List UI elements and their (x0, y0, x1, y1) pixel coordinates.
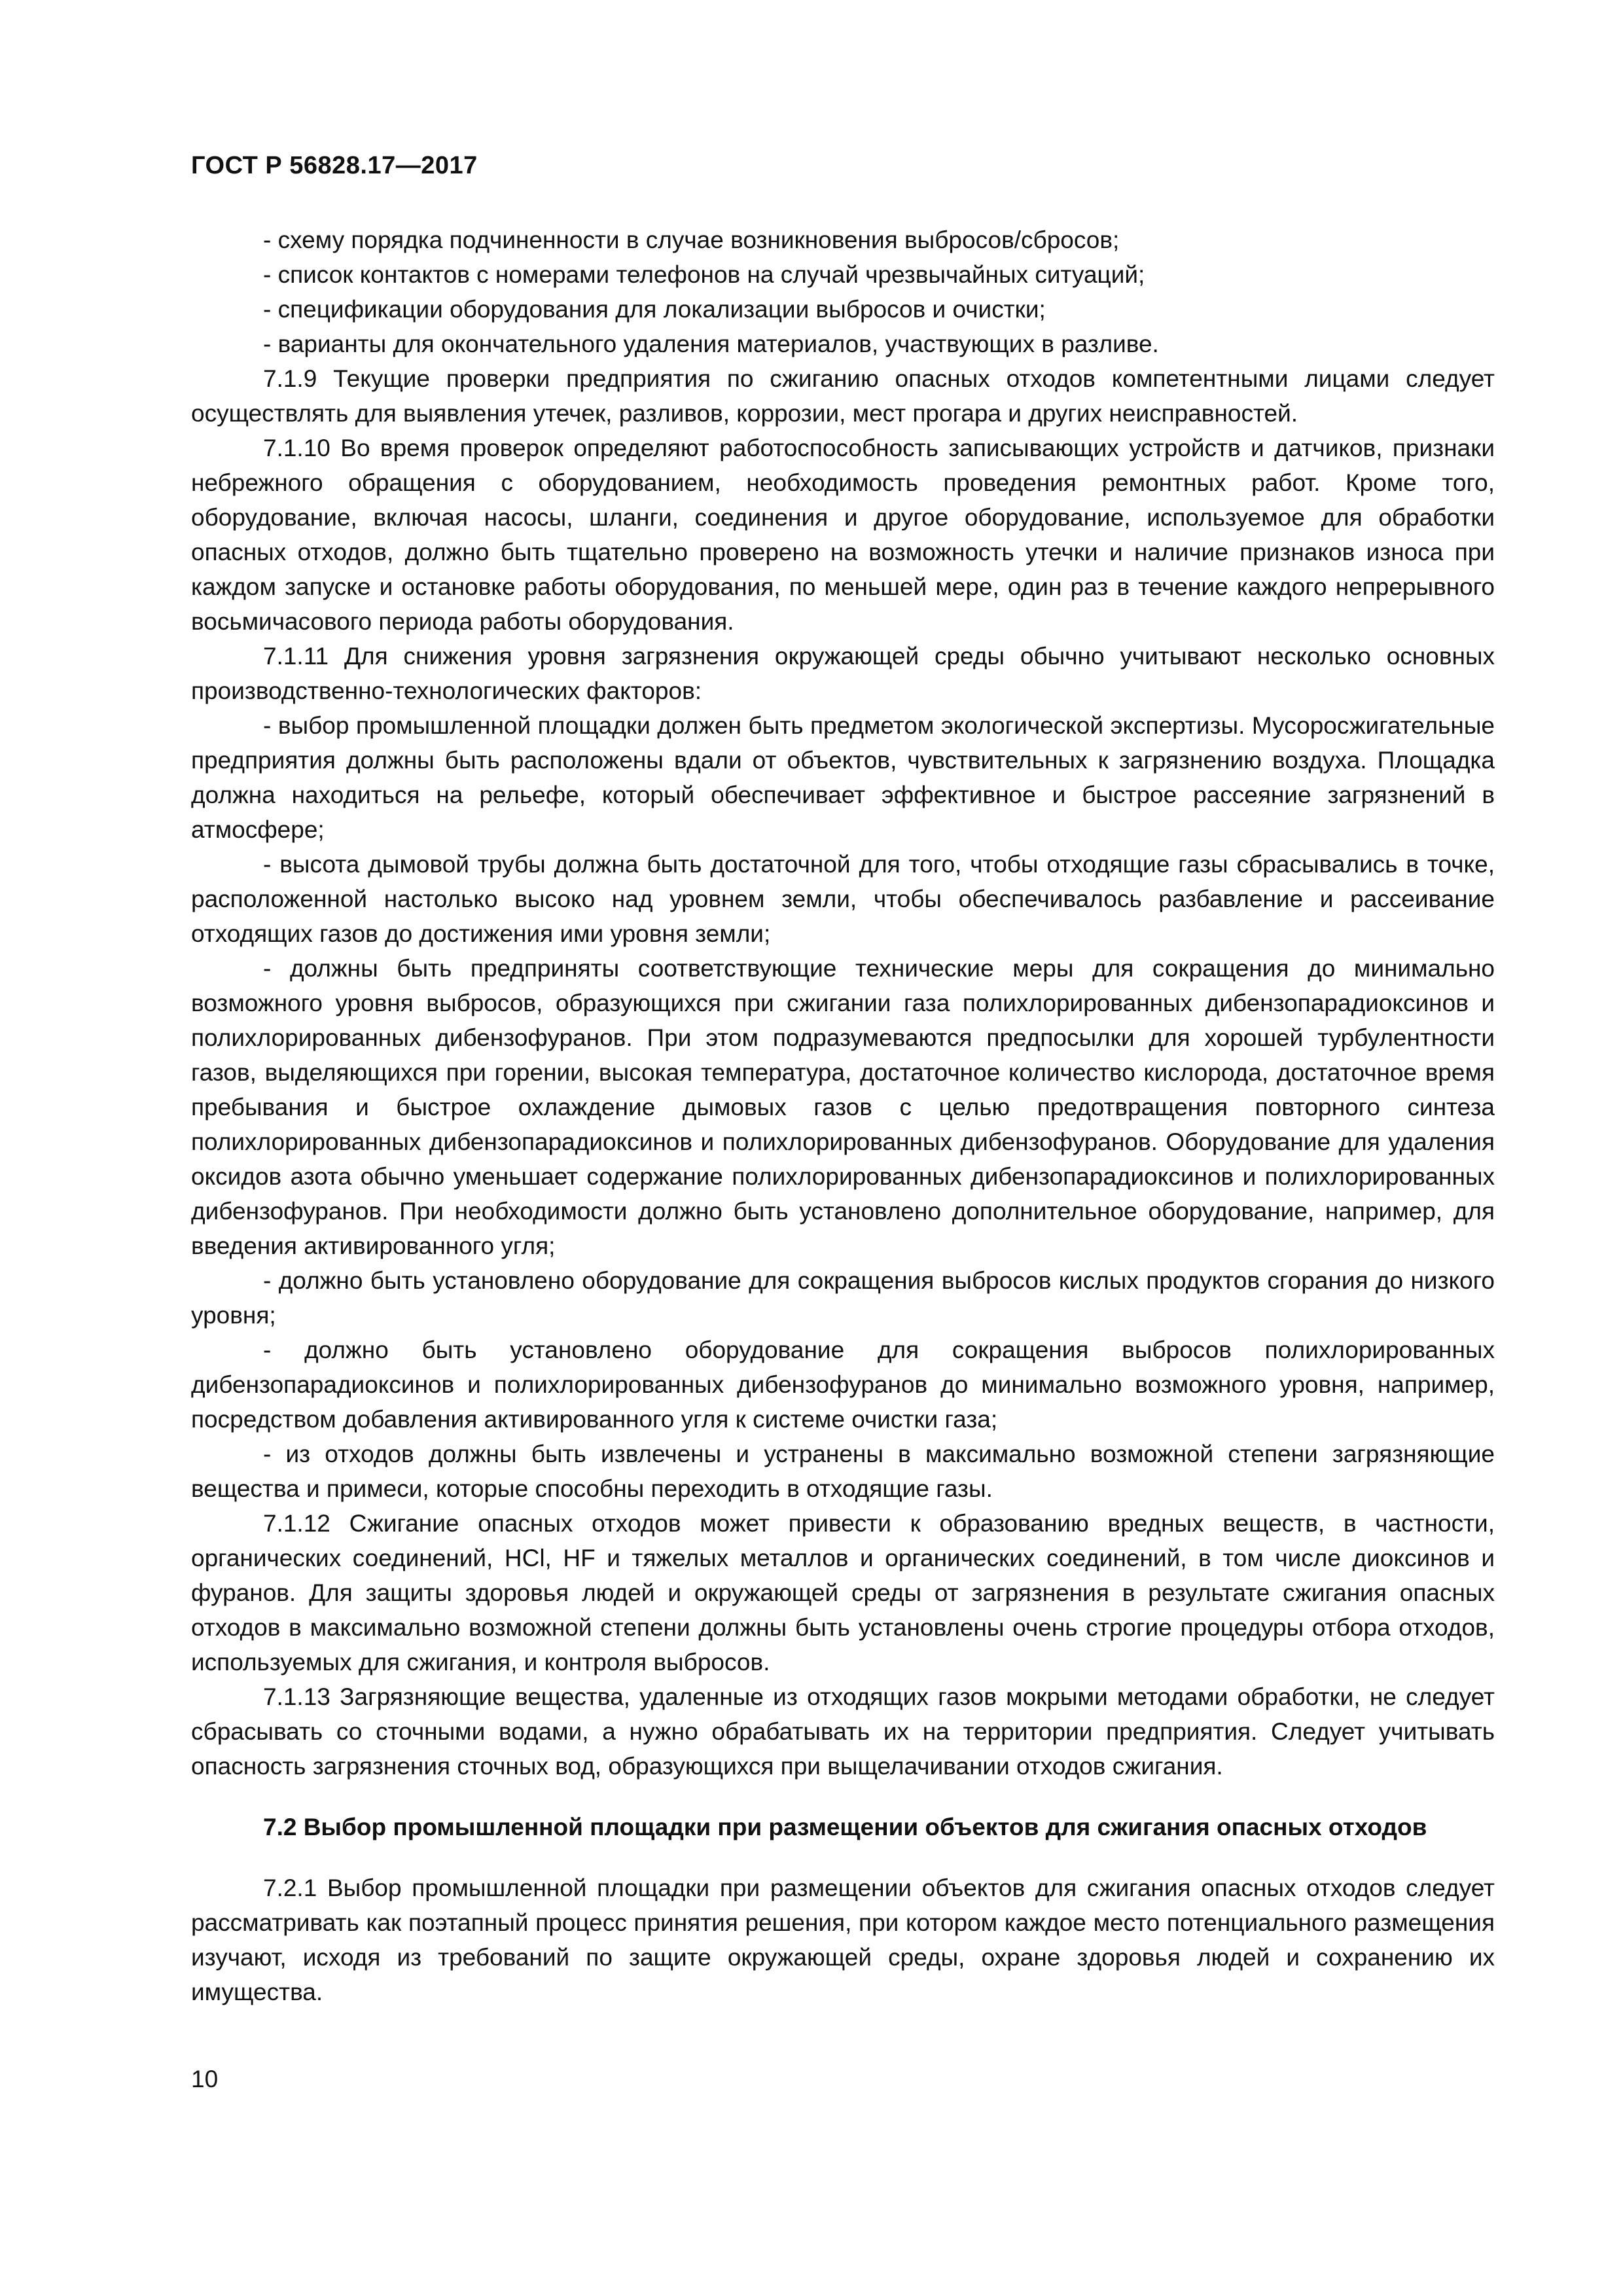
clause-7-1-10: 7.1.10 Во время проверок определяют работоспособность записывающих устройств и датчиков, признаки небрежного обращения с оборудованием, необходимость проведения ремонтных работ. Кроме того, оборудование, включая насосы, шланги, соединения и другое оборудование, используемое для обработки опасных отходов, должно быть тщательно проверено на возможность утечки и наличие признаков износа при каждом запуске и остановке работы оборудования, по меньшей мере, один раз в течение каждого непрерывного восьмичасового периода работы оборудования. (191, 435, 1495, 635)
list-item: - высота дымовой трубы должна быть достаточной для того, чтобы отходящие газы сбрасывались в точке, расположенной настолько высоко над уровнем земли, чтобы обеспечивалось разбавление и рассеивание отходящих газов до достижения ими уровня земли; (191, 851, 1495, 947)
list-item: - спецификации оборудования для локализации выбросов и очистки; (263, 296, 1046, 323)
section-heading-7-2: 7.2 Выбор промышленной площадки при размещении объектов для сжигания опасных отходов (263, 1814, 1427, 1840)
list-item: - из отходов должны быть извлечены и устранены в максимально возможной степени загрязняющие вещества и примеси, которые способны переходить в отходящие газы. (191, 1441, 1495, 1502)
clause-7-1-11: 7.1.11 Для снижения уровня загрязнения окружающей среды обычно учитывают несколько основных производственно-технологических факторов: (191, 643, 1495, 704)
list-item: - должно быть установлено оборудование для сокращения выбросов полихлорированных дибензопарадиоксинов и полихлорированных дибензофуранов до минимально возможного уровня, например, посредством добавления активированного угля к системе очистки газа; (191, 1336, 1495, 1433)
list-item: - должно быть установлено оборудование для сокращения выбросов кислых продуктов сгорания до низкого уровня; (191, 1267, 1495, 1329)
page-number: 10 (191, 2066, 219, 2092)
list-item: - схему порядка подчиненности в случае возникновения выбросов/сбросов; (263, 226, 1120, 253)
document-code: ГОСТ Р 56828.17—2017 (191, 152, 478, 179)
list-item: - список контактов с номерами телефонов на случай чрезвычайных ситуаций; (263, 261, 1145, 288)
clause-7-2-1: 7.2.1 Выбор промышленной площадки при размещении объектов для сжигания опасных отходов следует рассматривать как поэтапный процесс принятия решения, при котором каждое место потенциального размещения изучают, исходя из требований по защите окружающей среды, охране здоровья людей и сохранению их имущества. (191, 1874, 1495, 2005)
list-item: - варианты для окончательного удаления материалов, участвующих в разливе. (263, 331, 1159, 357)
clause-7-1-12: 7.1.12 Сжигание опасных отходов может привести к образованию вредных веществ, в частности, органических соединений, HCl, HF и тяжелых металлов и органических соединений, в том числе диоксинов и фуранов. Для защиты здоровья людей и окружающей среды от загрязнения в результате сжигания опасных отходов в максимально возможной степени должны быть установлены очень строгие процедуры отбора отходов, используемых для сжигания, и контроля выбросов. (191, 1510, 1495, 1676)
page-content (191, 223, 1495, 2009)
list-item: - выбор промышленной площадки должен быть предметом экологической экспертизы. Мусоросжигательные предприятия должны быть расположены вдали от объектов, чувствительных к загрязнению воздуха. Площадка должна находиться на рельефе, который обеспечивает эффективное и быстрое рассеяние загрязнений в атмосфере; (191, 712, 1495, 843)
list-item: - должны быть предприняты соответствующие технические меры для сокращения до минимально возможного уровня выбросов, образующихся при сжигании газа полихлорированных дибензопарадиоксинов и полихлорированных дибензофуранов. При этом подразумеваются предпосылки для хорошей турбулентности газов, выделяющихся при горении, высокая температура, достаточное количество кислорода, достаточное время пребывания и быстрое охлаждение дымовых газов с целью предотвращения повторного синтеза полихлорированных дибензопарадиоксинов и полихлорированных дибензофуранов. Оборудование для удаления оксидов азота обычно уменьшает содержание полихлорированных дибензопарадиоксинов и полихлорированных дибензофуранов. При необходимости должно быть установлено дополнительное оборудование, например, для введения активированного угля; (191, 955, 1495, 1259)
clause-7-1-9: 7.1.9 Текущие проверки предприятия по сжиганию опасных отходов компетентными лицами следует осуществлять для выявления утечек, разливов, коррозии, мест прогара и других неисправностей. (191, 365, 1495, 427)
clause-7-1-13: 7.1.13 Загрязняющие вещества, удаленные из отходящих газов мокрыми методами обработки, не следует сбрасывать со сточными водами, а нужно обрабатывать их на территории предприятия. Следует учитывать опасность загрязнения сточных вод, образующихся при выщелачивании отходов сжигания. (191, 1683, 1495, 1780)
